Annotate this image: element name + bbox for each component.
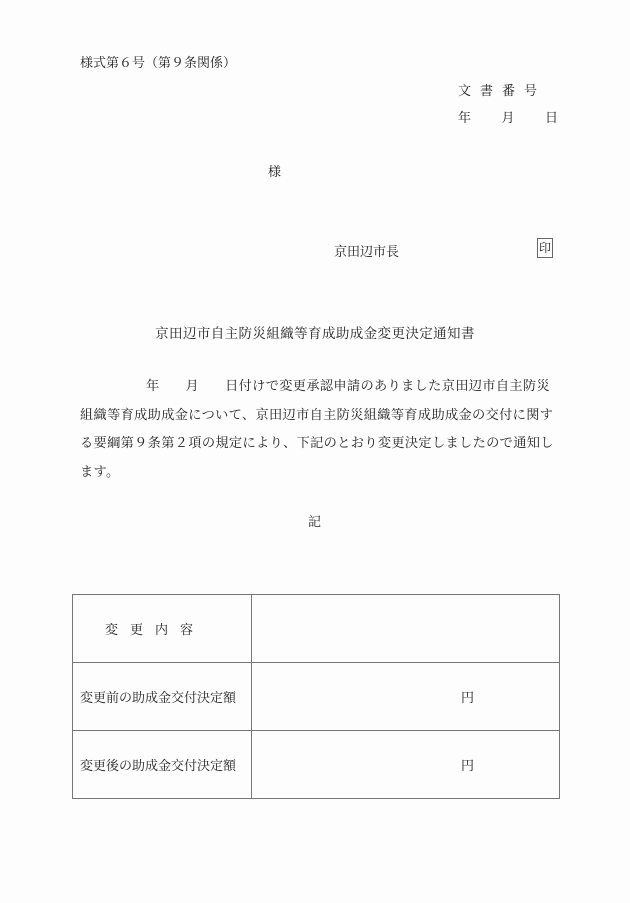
yen-unit: 円 <box>461 691 475 706</box>
body-year: 年 <box>146 379 160 394</box>
document-date <box>458 107 558 126</box>
yen-unit: 円 <box>461 759 475 774</box>
document-number-label: 文書番号 <box>458 84 547 99</box>
document-title: 京田辺市自主防災組織等育成助成金変更決定通知書 <box>155 326 475 342</box>
ki-heading: 記 <box>308 515 322 530</box>
body-line-1-text: 日付けで変更承認申請のありました京田辺市自主防災 <box>225 379 550 394</box>
body-line-2: 組織等育成助成金について、京田辺市自主防災組織等育成助成金の交付に関す <box>80 407 554 423</box>
row-value-amount-before[interactable] <box>252 663 560 731</box>
body-month: 月 <box>185 379 200 394</box>
date-year: 年 <box>458 111 472 126</box>
body-paragraph <box>80 373 554 487</box>
body-line-3: る要綱第９条第２項の規定により、下記のとおり変更決定しましたので通知し <box>80 436 554 451</box>
table-row <box>73 731 560 799</box>
date-day: 日 <box>544 111 558 126</box>
body-line-4: ます。 <box>80 464 120 480</box>
date-month: 月 <box>501 111 515 126</box>
row-label-amount-before: 変更前の助成金交付決定額 <box>73 663 252 731</box>
form-number: 様式第６号（第９条関係） <box>80 56 237 71</box>
row-value-change-content[interactable] <box>252 595 560 663</box>
row-value-amount-after[interactable] <box>252 731 560 799</box>
body-line-1 <box>80 373 554 402</box>
table-row <box>73 595 560 663</box>
change-details-table <box>72 594 560 799</box>
row-label-amount-after: 変更後の助成金交付決定額 <box>73 731 252 799</box>
seal-mark: 印 <box>537 238 553 258</box>
addressee-honorific: 様 <box>268 165 282 180</box>
sender-name: 京田辺市長 <box>334 245 400 260</box>
table-row <box>73 663 560 731</box>
row-label-change-content: 変更内容 <box>73 595 252 663</box>
